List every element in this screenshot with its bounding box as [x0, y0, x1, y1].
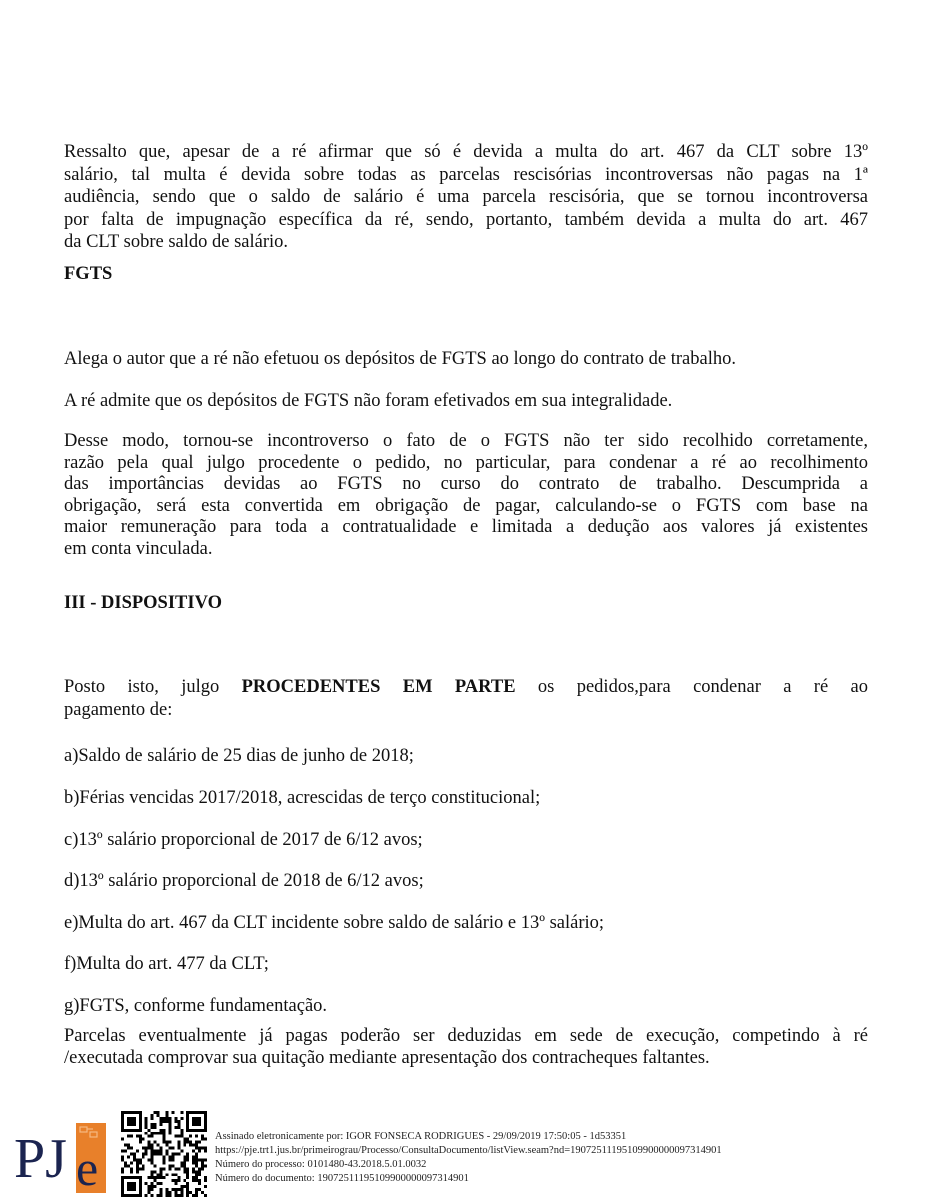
heading-fgts: FGTS: [64, 264, 113, 284]
pje-logo: [14, 1115, 114, 1195]
logo-text-pj: PJ: [14, 1128, 67, 1190]
list-item-c: c)13º salário proporcional de 2017 de 6/12 avos;: [64, 830, 423, 850]
text-line: salário, tal multa é devida sobre todas as parcelas rescisórias incontroversas não pagas na 1ª: [64, 164, 868, 185]
signature-url[interactable]: https://pje.trt1.jus.br/primeirograu/Processo/ConsultaDocumento/listView.seam?nd=19072511195109900000097314901: [215, 1145, 722, 1156]
paragraph-posto-isto: [64, 676, 868, 721]
text-line: audiência, sendo que o saldo de salário é uma parcela rescisória, que se tornou incontroversa: [64, 187, 868, 207]
list-item-d: d)13º salário proporcional de 2018 de 6/12 avos;: [64, 871, 424, 891]
list-item-f: f)Multa do art. 477 da CLT;: [64, 954, 269, 974]
signature-process-number: Número do processo: 0101480-43.2018.5.01.0032: [215, 1159, 427, 1170]
text-line: das importâncias devidas ao FGTS no curso do contrato de trabalho. Descumprida a: [64, 474, 868, 494]
text-segment: os pedidos,para condenar a ré ao: [515, 677, 868, 697]
paragraph-parcelas: [64, 1025, 868, 1069]
text-line: Parcelas eventualmente já pagas poderão ser deduzidas em sede de execução, competindo à ré: [64, 1026, 868, 1046]
list-item-b: b)Férias vencidas 2017/2018, acrescidas de terço constitucional;: [64, 788, 541, 808]
text-line: obrigação, será esta convertida em obrigação de pagar, calculando-se o FGTS com base na: [64, 495, 868, 516]
text-line: razão pela qual julgo procedente o pedido, no particular, para condenar a ré ao recolhimento: [64, 452, 868, 473]
text-line: /executada comprovar sua quitação mediante apresentação dos contracheques faltantes.: [64, 1048, 710, 1068]
list-item-e: e)Multa do art. 467 da CLT incidente sobre saldo de salário e 13º salário;: [64, 913, 605, 933]
qr-code: [121, 1111, 207, 1197]
text-line: maior remuneração para toda a contratualidade e limitada a dedução aos valores já existentes: [64, 517, 868, 537]
paragraph-alega-autor: Alega o autor que a ré não efetuou os depósitos de FGTS ao longo do contrato de trabalho.: [64, 349, 736, 369]
text-line: [64, 676, 868, 699]
text-segment: Posto isto, julgo: [64, 677, 242, 697]
text-line: Desse modo, tornou-se incontroverso o fato de o FGTS não ter sido recolhido corretamente,: [64, 431, 868, 451]
signature-block: [215, 1130, 722, 1186]
bold-verdict: PROCEDENTES EM PARTE: [241, 677, 516, 697]
heading-dispositivo: III - DISPOSITIVO: [64, 593, 222, 613]
list-item-a: a)Saldo de salário de 25 dias de junho de 2018;: [64, 746, 414, 766]
text-line: Ressalto que, apesar de a ré afirmar que só é devida a multa do art. 467 da CLT sobre 13º: [64, 142, 868, 162]
signature-document-number: Número do documento: 19072511195109900000097314901: [215, 1173, 469, 1184]
text-line: por falta de impugnação específica da ré, sendo, portanto, também devida a multa do art. 467: [64, 209, 868, 230]
list-item-g: g)FGTS, conforme fundamentação.: [64, 996, 328, 1016]
text-line: em conta vinculada.: [64, 538, 213, 559]
text-line: pagamento de:: [64, 699, 173, 720]
paragraph-multa-467: [64, 141, 868, 254]
paragraph-fgts-condenacao: [64, 431, 868, 560]
logo-text-e: e: [76, 1140, 99, 1195]
text-line: da CLT sobre saldo de salário.: [64, 232, 289, 252]
paragraph-re-admite: A ré admite que os depósitos de FGTS não foram efetivados em sua integralidade.: [64, 391, 673, 411]
signature-signed-by: Assinado eletronicamente por: IGOR FONSECA RODRIGUES - 29/09/2019 17:50:05 - 1d53351: [215, 1131, 627, 1142]
